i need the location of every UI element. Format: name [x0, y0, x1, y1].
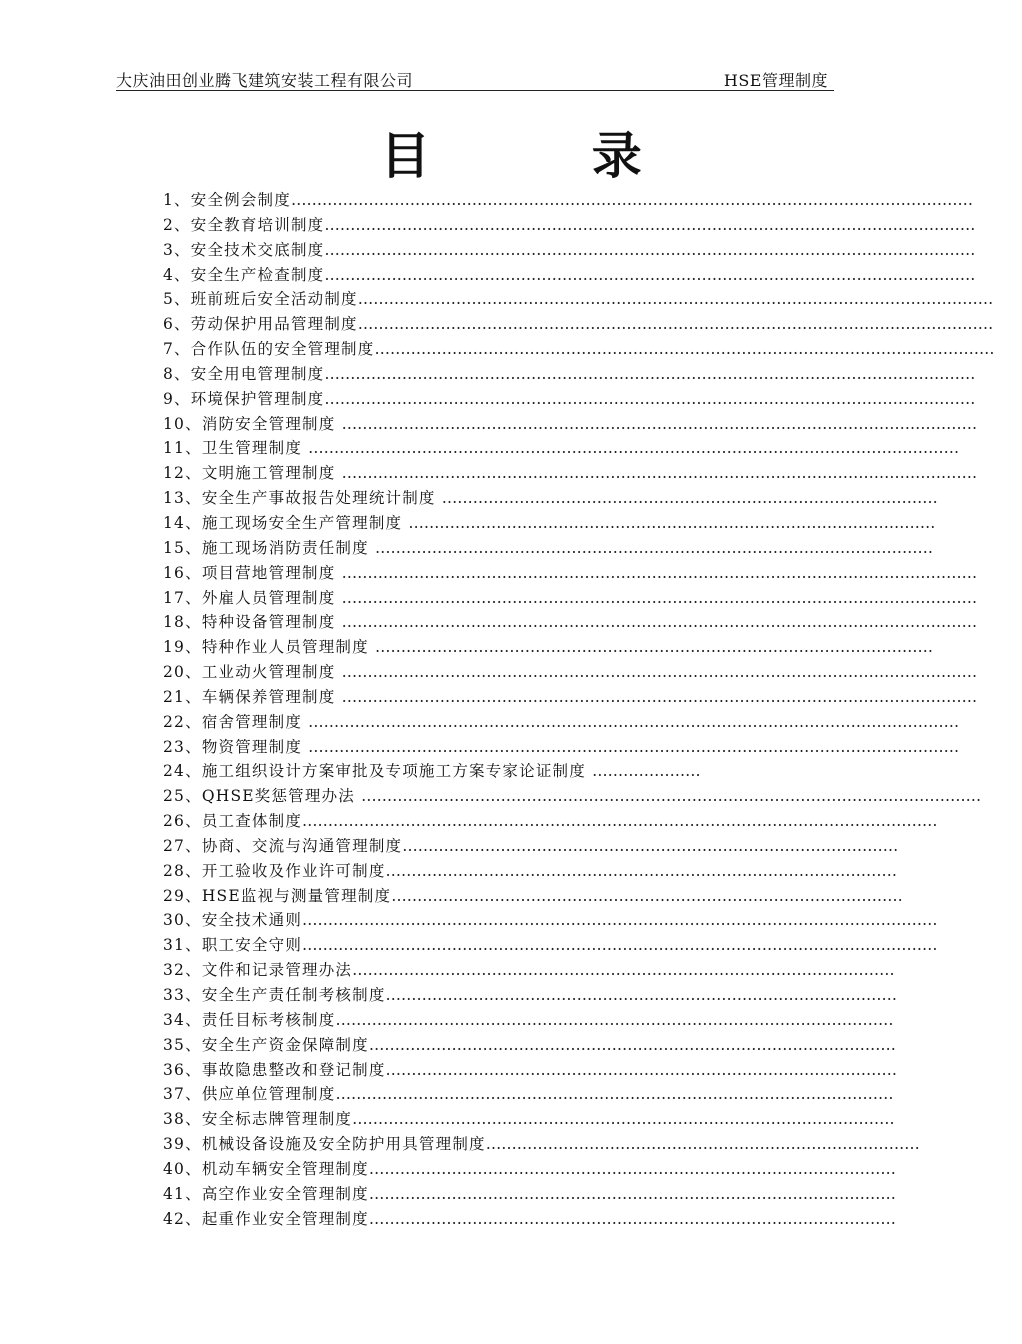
toc-item-label: 31、职工安全守则: [163, 936, 303, 955]
toc-item[interactable]: [163, 486, 938, 511]
toc-item-label: 10、消防安全管理制度: [163, 414, 342, 433]
toc-item[interactable]: [163, 1082, 894, 1107]
toc-item[interactable]: [163, 660, 978, 685]
toc-leader-dots: ……………………………………………………………………………………………………………: [357, 290, 994, 309]
toc-leader-dots: ………………………………………………………………………………………………………………: [324, 215, 976, 234]
toc-leader-dots: ……………………………………………………………………………………………………………: [302, 812, 938, 831]
document-name: HSE管理制度: [723, 71, 828, 90]
toc-item-label: 28、开工验收及作业许可制度: [163, 861, 386, 880]
toc-item-label: 34、责任目标考核制度: [163, 1010, 336, 1029]
toc-item[interactable]: [163, 1107, 895, 1132]
toc-leader-dots: ……………………………………………………………………………………………………………: [341, 663, 978, 682]
toc-item[interactable]: [163, 983, 898, 1008]
toc-item-label: 30、安全技术通则: [163, 911, 303, 930]
toc-item-label: 8、安全用电管理制度: [163, 364, 325, 383]
toc-leader-dots: …………………: [592, 762, 701, 781]
toc-item-label: 29、HSE监视与测量管理制度: [163, 886, 392, 905]
toc-item-label: 13、安全生产事故报告处理统计制度: [163, 489, 442, 508]
toc-item-label: 5、班前班后安全活动制度: [163, 290, 358, 309]
toc-item[interactable]: [163, 1157, 896, 1182]
toc-item-label: 14、施工现场安全生产管理制度: [163, 513, 409, 532]
toc-leader-dots: …………………………………………………………………………………………………………: [361, 787, 982, 806]
toc-item[interactable]: [163, 908, 938, 933]
toc-item[interactable]: [163, 412, 978, 437]
toc-item[interactable]: [163, 809, 938, 834]
toc-leader-dots: ………………………………………………………………………………………………: [374, 638, 933, 657]
toc-item[interactable]: [163, 635, 933, 660]
toc-item-label: 35、安全生产资金保障制度: [163, 1035, 369, 1054]
toc-leader-dots: ………………………………………………………………………………………………………………: [308, 737, 960, 756]
toc-item-label: 40、机动车辆安全管理制度: [163, 1159, 369, 1178]
toc-leader-dots: ……………………………………………………………………………………………………………: [341, 588, 978, 607]
toc-leader-dots: ………………………………………………………………………………………………: [335, 1085, 894, 1104]
toc-item-label: 1、安全例会制度: [163, 191, 291, 209]
toc-item-label: 39、机械设备设施及安全防护用具管理制度: [163, 1135, 486, 1154]
toc-item[interactable]: [163, 188, 973, 213]
toc-item[interactable]: [163, 685, 978, 710]
toc-item[interactable]: [163, 1033, 896, 1058]
toc-item[interactable]: [163, 436, 960, 461]
toc-leader-dots: ……………………………………………………………………………………………………………: [341, 687, 978, 706]
toc-item[interactable]: [163, 263, 976, 288]
toc-item-label: 9、环境保护管理制度: [163, 389, 325, 408]
toc-item[interactable]: [163, 586, 978, 611]
toc-leader-dots: …………………………………………………………………………………………: [368, 1159, 896, 1178]
toc-item[interactable]: [163, 933, 938, 958]
toc-item[interactable]: [163, 387, 976, 412]
toc-item[interactable]: [163, 461, 978, 486]
toc-item[interactable]: [163, 287, 994, 312]
toc-item[interactable]: [163, 238, 976, 263]
toc-item-label: 26、员工查体制度: [163, 812, 303, 831]
page-title: 目 录: [380, 127, 714, 185]
toc-item[interactable]: [163, 312, 994, 337]
toc-leader-dots: ……………………………………………………………………………………………………………: [302, 911, 938, 930]
toc-item-label: 36、事故隐患整改和登记制度: [163, 1060, 386, 1079]
toc-item-label: 38、安全标志牌管理制度: [163, 1110, 353, 1129]
toc-leader-dots: ………………………………………………………………………………………………………………: [324, 240, 976, 259]
toc-item-label: 27、协商、交流与沟通管理制度: [163, 836, 403, 855]
toc-leader-dots: …………………………………………………………………………………………: [368, 1184, 896, 1203]
toc-leader-dots: ………………………………………………………………………………………: [385, 986, 898, 1004]
toc-leader-dots: …………………………………………………………………………………………: [368, 1209, 896, 1228]
toc-item[interactable]: [163, 735, 960, 760]
page-header: [116, 66, 834, 91]
toc-leader-dots: ………………………………………………………………………………………………………………: [324, 265, 976, 284]
toc-leader-dots: ……………………………………………………………………………………………………………………: [290, 191, 973, 209]
toc-item-label: 7、合作队伍的安全管理制度: [163, 340, 375, 359]
toc-item-label: 16、项目营地管理制度: [163, 563, 342, 582]
toc-item[interactable]: [163, 511, 936, 536]
toc-leader-dots: ……………………………………………………………………………………………: [352, 961, 895, 980]
toc-leader-dots: …………………………………………………………………………………………………………: [374, 340, 995, 359]
toc-item[interactable]: [163, 884, 903, 909]
toc-leader-dots: ………………………………………………………………………………………………………………: [308, 439, 960, 458]
toc-leader-dots: ……………………………………………………………………………………………………………: [357, 315, 994, 334]
toc-item[interactable]: [163, 859, 898, 884]
toc-leader-dots: ……………………………………………………………………………………………………………: [341, 464, 978, 483]
toc-leader-dots: …………………………………………………………………………………………: [408, 513, 936, 532]
toc-item[interactable]: [163, 710, 960, 735]
toc-item[interactable]: [163, 958, 895, 983]
toc-item-label: 33、安全生产责任制考核制度: [163, 986, 386, 1004]
toc-item-label: 25、QHSE奖惩管理办法: [163, 787, 362, 806]
toc-item[interactable]: [163, 1207, 896, 1232]
toc-leader-dots: ……………………………………………………………………………………: [402, 836, 899, 855]
toc-item-label: 6、劳动保护用品管理制度: [163, 315, 358, 334]
toc-item[interactable]: [163, 610, 978, 635]
toc-item-label: 21、车辆保养管理制度: [163, 687, 342, 706]
toc-item[interactable]: [163, 536, 933, 561]
toc-leader-dots: ………………………………………………………………………………………………: [374, 538, 933, 557]
toc-item-label: 32、文件和记录管理办法: [163, 961, 353, 980]
toc-item-label: 18、特种设备管理制度: [163, 613, 342, 632]
company-name: 大庆油田创业腾飞建筑安装工程有限公司: [116, 71, 414, 90]
toc-leader-dots: ……………………………………………………………………………………………………………: [341, 613, 978, 632]
toc-item[interactable]: [163, 561, 978, 586]
toc-item-label: 19、特种作业人员管理制度: [163, 638, 375, 657]
toc-leader-dots: ……………………………………………………………………………………………………………: [302, 936, 938, 955]
toc-item-label: 4、安全生产检查制度: [163, 265, 325, 284]
toc-leader-dots: ……………………………………………………………………………………: [441, 489, 938, 508]
toc-item[interactable]: [163, 1182, 896, 1207]
toc-leader-dots: ………………………………………………………………………………………: [385, 861, 898, 880]
toc-item-label: 11、卫生管理制度: [163, 439, 309, 458]
toc-leader-dots: ………………………………………………………………………………………: [391, 886, 903, 905]
toc-leader-dots: ………………………………………………………………………………………………………………: [324, 364, 976, 383]
toc-leader-dots: ………………………………………………………………………………………: [385, 1060, 898, 1079]
toc-item[interactable]: [163, 1058, 898, 1083]
toc-leader-dots: ……………………………………………………………………………………………………………: [341, 563, 978, 582]
toc-item-label: 20、工业动火管理制度: [163, 663, 342, 682]
toc-item[interactable]: [163, 784, 982, 809]
toc-item[interactable]: [163, 834, 899, 859]
toc-item-label: 42、起重作业安全管理制度: [163, 1209, 369, 1228]
toc-item-label: 15、施工现场消防责任制度: [163, 538, 375, 557]
toc-leader-dots: ……………………………………………………………………………………………: [352, 1110, 895, 1129]
toc-item-label: 12、文明施工管理制度: [163, 464, 342, 483]
toc-item[interactable]: [163, 213, 976, 238]
toc-item-label: 2、安全教育培训制度: [163, 215, 325, 234]
table-of-contents: [163, 188, 995, 1231]
toc-item[interactable]: [163, 759, 823, 784]
toc-leader-dots: …………………………………………………………………………………………: [368, 1035, 896, 1054]
toc-item-label: 3、安全技术交底制度: [163, 240, 325, 259]
toc-item[interactable]: [163, 337, 995, 362]
toc-leader-dots: ………………………………………………………………………………………………: [335, 1010, 894, 1029]
toc-leader-dots: ………………………………………………………………………………………………………………: [308, 712, 960, 731]
toc-item[interactable]: [163, 1008, 894, 1033]
toc-item-label: 41、高空作业安全管理制度: [163, 1184, 369, 1203]
toc-leader-dots: ……………………………………………………………………………………………………………: [341, 414, 978, 433]
toc-item-label: 23、物资管理制度: [163, 737, 309, 756]
toc-item-label: 22、宿舍管理制度: [163, 712, 309, 731]
toc-item[interactable]: [163, 1132, 920, 1157]
toc-item-label: 17、外雇人员管理制度: [163, 588, 342, 607]
toc-leader-dots: ………………………………………………………………………………………………………………: [324, 389, 976, 408]
toc-item[interactable]: [163, 362, 976, 387]
toc-item-label: 37、供应单位管理制度: [163, 1085, 336, 1104]
toc-leader-dots: …………………………………………………………………………: [485, 1135, 920, 1154]
toc-item-label: 24、施工组织设计方案审批及专项施工方案专家论证制度: [163, 762, 593, 781]
